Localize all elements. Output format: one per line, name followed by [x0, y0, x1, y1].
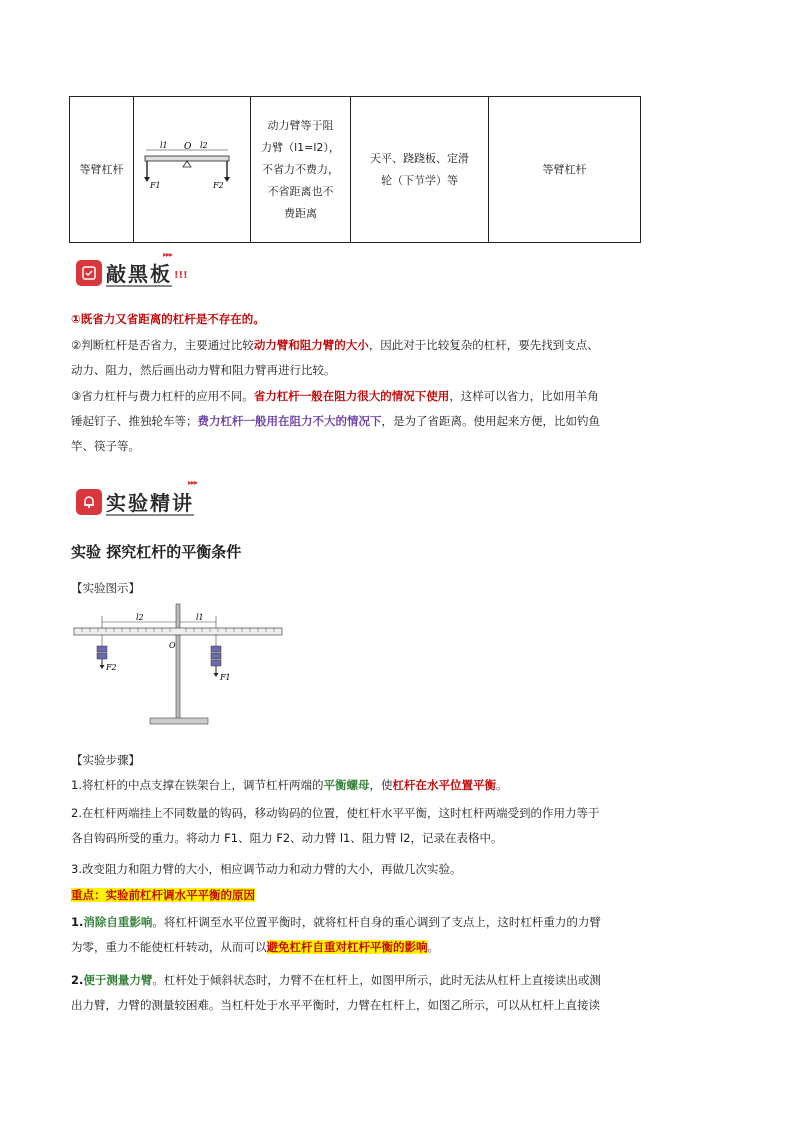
section-title: 实验精讲 — [106, 491, 194, 515]
feature-line: 力臂（l1=l2）， — [261, 140, 340, 154]
lever-type-table — [69, 96, 641, 243]
section-title: 敲黑板 — [106, 262, 172, 286]
weight-block — [211, 660, 221, 666]
equal-arm-lever-diagram — [142, 136, 242, 196]
arrow-down-icon — [214, 673, 219, 677]
examples-line: 天平、跷跷板、定滑 — [370, 151, 469, 165]
key-point-heading: 重点：实验前杠杆调水平平衡的原因 — [71, 888, 255, 902]
stand-base — [150, 718, 208, 724]
experiment-title: 实验 探究杠杆的平衡条件 — [71, 543, 242, 561]
arrow-down-icon — [100, 665, 105, 669]
feature-line: 动力臂等于阻 — [267, 118, 334, 132]
feature-line: 不省距离也不 — [267, 184, 334, 198]
checklist-icon — [76, 260, 102, 286]
lever-summary-cell — [489, 97, 641, 243]
lever-feature-cell — [251, 97, 351, 243]
lever-examples-cell — [351, 97, 489, 243]
weight-block — [97, 653, 107, 659]
lever-diagram-cell — [134, 97, 251, 243]
figure-label-l2: l2 — [136, 613, 144, 622]
figure-label-f1: F1 — [220, 673, 231, 682]
diagram-label-o: O — [184, 141, 192, 152]
feature-line: 费距离 — [284, 206, 317, 220]
diagram-label-f2: F2 — [213, 180, 224, 190]
feature-line: 不省力不费力， — [262, 162, 339, 176]
lever-ruler — [74, 628, 282, 635]
arrow-down-icon — [224, 177, 230, 182]
diagram-label-l2: l2 — [200, 140, 208, 150]
step-2: 2.在杠杆两端挂上不同数量的钩码，移动钩码的位置，使杠杆水平平衡，这时杠杆两端受到的作用力等于 各自钩码所受的重力。将动力 F1、阻力 F2、动力臂 l1、阻力臂 l2，记录在表格中。 — [71, 806, 600, 845]
lever-balance-figure — [72, 600, 292, 730]
note-1: ①既省力又省距离的杠杆是不存在的。 — [71, 312, 265, 326]
steps-label: 【实验步骤】 — [71, 753, 140, 767]
stand-pole — [176, 604, 180, 722]
step-1: 1.将杠杆的中点支撑在铁架台上，调节杠杆两端的平衡螺母，使杠杆在水平位置平衡。 — [71, 778, 508, 792]
key-point-1: 1.消除自重影响。将杠杆调至水平位置平衡时，就将杠杆自身的重心调到了支点上，这时杠杆重力的力臂 为零，重力不能使杠杆转动，从而可以避免杠杆自重对杠杆平衡的影响。 — [71, 915, 601, 954]
bell-icon — [76, 489, 102, 515]
section-header-experiment — [76, 487, 194, 516]
note-2: ②判断杠杆是否省力，主要通过比较动力臂和阻力臂的大小，因此对于比较复杂的杠杆，要先找到支点、 动力、阻力，然后画出动力臂和阻力臂再进行比较。 — [71, 338, 599, 377]
table-row — [70, 97, 641, 243]
lever-bar — [145, 156, 229, 161]
figure-label-l1: l1 — [196, 613, 204, 622]
diagram-label-l1: l1 — [160, 140, 168, 150]
lever-type-name: 等臂杠杆 — [79, 162, 124, 176]
decor-arrows: ▸▸▸ — [188, 478, 198, 487]
examples-line: 轮（下节学）等 — [381, 173, 458, 187]
section-header-knock-board — [76, 258, 188, 287]
figure-label: 【实验图示】 — [71, 581, 140, 595]
lever-summary: 等臂杠杆 — [542, 162, 587, 176]
key-point-2: 2.便于测量力臂。杠杆处于倾斜状态时，力臂不在杠杆上，如图甲所示，此时无法从杠杆上直接读出或测 出力臂，力臂的测量较困难。当杠杆处于水平平衡时，力臂在杠杆上，如图乙所示，可以从杠杆上直接读 — [71, 973, 601, 1012]
diagram-label-f1: F1 — [150, 180, 161, 190]
note-3: ③省力杠杆与费力杠杆的应用不同。省力杠杆一般在阻力很大的情况下使用，这样可以省力，比如用羊角 锤起钉子、推独轮车等；费力杠杆一般用在阻力不大的情况下，是为了省距离。使用起来方便，比如钓鱼 竿、筷子等。 — [71, 389, 600, 453]
decor-arrows: ▸▸▸ — [163, 250, 173, 259]
weight-block — [211, 653, 221, 659]
lever-type-cell — [70, 97, 134, 243]
weight-block — [97, 646, 107, 652]
section-title-suffix: !!! — [174, 270, 188, 281]
figure-label-o: O — [169, 641, 176, 650]
figure-label-f2: F2 — [106, 663, 117, 672]
weight-block — [211, 646, 221, 652]
step-3: 3.改变阻力和阻力臂的大小，相应调节动力和动力臂的大小，再做几次实验。 — [71, 862, 462, 876]
fulcrum-icon — [183, 161, 191, 167]
